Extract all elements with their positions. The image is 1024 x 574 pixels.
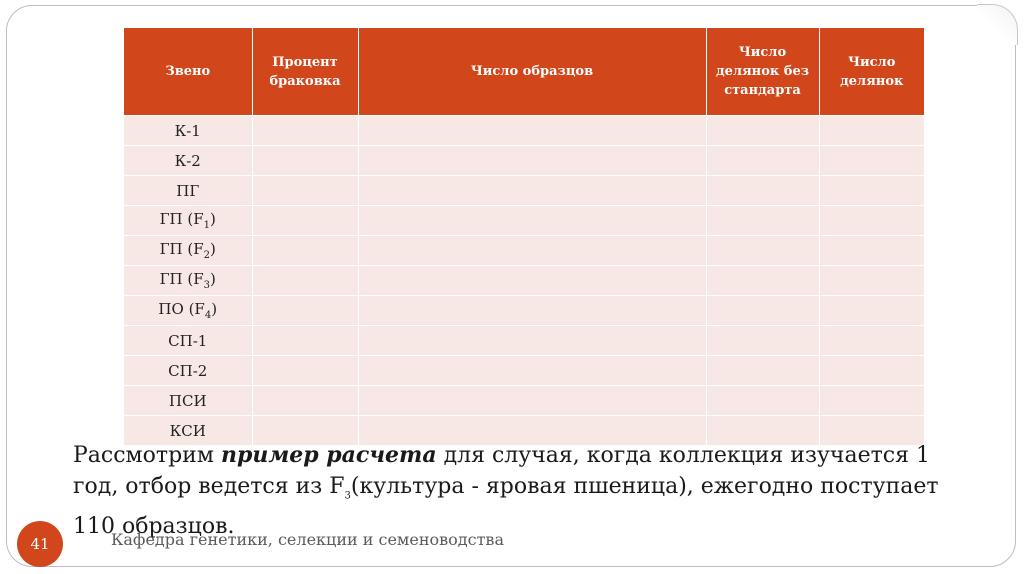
table-header-row	[124, 28, 924, 116]
row-label-text: К-1	[174, 121, 201, 140]
row-label-text: СП-1	[168, 331, 208, 350]
table-cell-empty	[252, 326, 358, 356]
table-cell-empty	[706, 266, 819, 296]
row-label	[124, 386, 252, 416]
row-label-text: ГП (F	[159, 240, 204, 258]
row-label	[124, 206, 252, 236]
table-row	[124, 176, 924, 206]
table-cell-empty	[706, 176, 819, 206]
table-row	[124, 386, 924, 416]
table-cell-empty	[358, 146, 706, 176]
header-samples-count: Число образцов	[358, 28, 706, 116]
table-cell-empty	[819, 296, 924, 326]
table-cell-empty	[252, 176, 358, 206]
row-label-text: ГП (F	[159, 270, 204, 288]
row-label-text: СП-2	[168, 361, 208, 380]
table-cell-empty	[252, 296, 358, 326]
page-number-badge: 41	[17, 521, 63, 567]
table-row	[124, 266, 924, 296]
table-cell-empty	[706, 206, 819, 236]
row-label	[124, 146, 252, 176]
table-cell-empty	[706, 326, 819, 356]
table-cell-empty	[358, 266, 706, 296]
row-label-text: ГП (F	[159, 210, 204, 228]
header-zveno: Звено	[124, 28, 252, 116]
table-cell-empty	[819, 356, 924, 386]
row-label-text: КСИ	[169, 421, 206, 440]
table-row	[124, 326, 924, 356]
row-label-suffix: )	[210, 270, 216, 288]
table-cell-empty	[358, 176, 706, 206]
page-curl-decoration	[977, 4, 1018, 45]
row-label	[124, 236, 252, 266]
table-cell-empty	[358, 206, 706, 236]
table-cell-empty	[819, 146, 924, 176]
table-cell-empty	[819, 386, 924, 416]
table-row	[124, 356, 924, 386]
table-cell-empty	[252, 236, 358, 266]
table-cell-empty	[252, 116, 358, 146]
table-cell-empty	[819, 266, 924, 296]
table-row	[124, 236, 924, 266]
row-label	[124, 176, 252, 206]
row-label-text: ПСИ	[168, 391, 207, 410]
seed-table	[124, 28, 924, 445]
table-cell-empty	[819, 236, 924, 266]
row-label	[124, 266, 252, 296]
table-cell-empty	[706, 296, 819, 326]
row-label-sub: 2	[203, 250, 211, 261]
caption-part3: (культура - яровая пшеница), ежегодно поступает 110 образцов.	[73, 474, 939, 540]
caption-bold: пример расчета	[220, 442, 437, 468]
table-cell-empty	[706, 236, 819, 266]
slide-caption	[73, 440, 963, 542]
table-cell-empty	[819, 326, 924, 356]
table-cell-empty	[358, 386, 706, 416]
row-label-text: ПГ	[176, 181, 200, 200]
header-percent-reject: Процент браковка	[252, 28, 358, 116]
table-cell-empty	[252, 266, 358, 296]
row-label-sub: 4	[204, 310, 212, 321]
table-cell-empty	[819, 116, 924, 146]
caption-sub: 3	[344, 490, 351, 502]
table-cell-empty	[819, 206, 924, 236]
caption-part2: для случая, когда коллекция изучается 1 год, отбор ведется из F	[73, 443, 930, 499]
table-cell-empty	[252, 386, 358, 416]
table-cell-empty	[358, 356, 706, 386]
table-cell-empty	[706, 386, 819, 416]
footer-department: Кафедра генетики, селекции и семеноводства	[111, 530, 504, 549]
row-label	[124, 296, 252, 326]
row-label-suffix: )	[210, 240, 216, 258]
table-cell-empty	[706, 146, 819, 176]
table-cell-empty	[819, 176, 924, 206]
table-cell-empty	[706, 116, 819, 146]
table-row	[124, 116, 924, 146]
table-cell-empty	[252, 146, 358, 176]
header-plots-count: Число делянок	[819, 28, 924, 116]
table-row	[124, 296, 924, 326]
table-cell-empty	[252, 206, 358, 236]
table-cell-empty	[358, 326, 706, 356]
table-row	[124, 206, 924, 236]
header-plots-no-standard: Число делянок без стандарта	[706, 28, 819, 116]
table-row	[124, 146, 924, 176]
row-label-text: К-2	[174, 151, 201, 170]
row-label	[124, 116, 252, 146]
row-label-suffix: )	[211, 300, 218, 318]
table-cell-empty	[358, 116, 706, 146]
row-label	[124, 326, 252, 356]
table-cell-empty	[358, 296, 706, 326]
table-cell-empty	[706, 356, 819, 386]
table-cell-empty	[252, 356, 358, 386]
row-label-text: ПО (F	[158, 300, 205, 318]
row-label-sub: 1	[203, 220, 211, 231]
row-label	[124, 356, 252, 386]
row-label-suffix: )	[210, 210, 216, 228]
table-cell-empty	[358, 236, 706, 266]
caption-part1: Рассмотрим	[73, 443, 221, 468]
row-label-sub: 3	[203, 280, 211, 291]
